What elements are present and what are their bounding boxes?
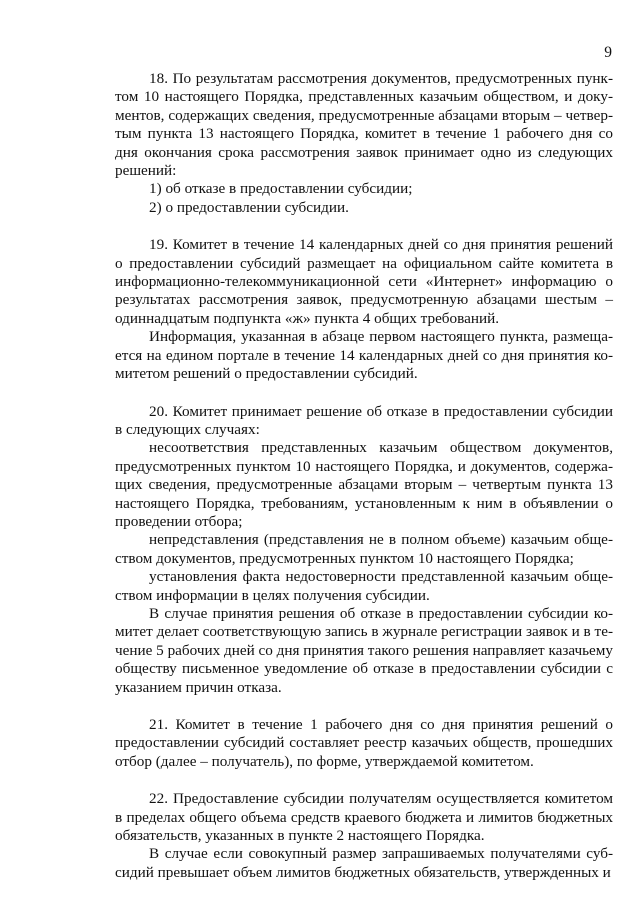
- list-item-refusal: 1) об отказе в предоставлении субсидии;: [149, 180, 413, 198]
- paragraph-18-intro: 18. По результатам рассмотрения документов, предусмотренных пунктом 10 настоящего Порядка, представленных казачьим обществом, и документов, содержащих сведения, предусмотренные абзацами вторым – четвертым пункта 13 настоящего Порядка, комитет в течение 1 рабочего дня со дня окончания срока рассмотрения заявок принимает одно из следующих решений:: [115, 70, 613, 180]
- paragraph-22-limits: В случае если совокупный размер запрашиваемых получателями субсидий превышает объем лимитов бюджетных обязательств, утвержденных и: [115, 845, 613, 881]
- paragraph-20-notice: В случае принятия решения об отказе в предоставлении субсидии комитет делает соответствующую запись в журнале регистрации заявок и в течение 5 рабочих дней со дня принятия такого решения направляет казачьему обществу письменное уведомление об отказе в предоставлении субсидии с указанием причин отказа.: [115, 604, 613, 696]
- paragraph-22-intro: 22. Предоставление субсидии получателям осуществляется комитетом в пределах общего объема средств краевого бюджета и лимитов бюджетных обязательств, указанных в пункте 2 настоящего Порядка.: [115, 790, 613, 845]
- paragraph-19-intro: 19. Комитет в течение 14 календарных дней со дня принятия решений о предоставлении субсидий размещает на официальном сайте комитета в информационно-телекоммуникационной сети «Интернет» информацию о результатах рассмотрения заявок, предусмотренную абзацами шестым – одиннадцатым подпункта «ж» пункта 4 общих требований.: [115, 236, 613, 327]
- refusal-case-false-info: установления факта недостоверности представленной казачьим обществом информации в целях получения субсидии.: [115, 568, 613, 604]
- list-item-grant: 2) о предоставлении субсидии.: [149, 198, 349, 216]
- refusal-case-nonconformity: несоответствия представленных казачьим обществом документов, предусмотренных пунктом 10 настоящего Порядка, и документов, содержащих сведения, предусмотренные абзацами вторым – четвертым пункта 13 настоящего Порядка, требованиям, установленным к ним в объявлении о проведении отбора;: [115, 439, 613, 530]
- document-body: [115, 70, 613, 882]
- paragraph-19-info: Информация, указанная в абзаце первом настоящего пункта, размещается на едином портале в течение 14 календарных дней со дня принятия комитетом решений о предоставлении субсидий.: [115, 328, 613, 383]
- paragraph-20-intro: 20. Комитет принимает решение об отказе в предоставлении субсидии в следующих случаях:: [115, 402, 613, 438]
- refusal-case-nonsubmission: непредставления (представления не в полном объеме) казачьим обществом документов, предусмотренных пунктом 10 настоящего Порядка;: [115, 531, 613, 567]
- paragraph-21: 21. Комитет в течение 1 рабочего дня со дня принятия решений о предоставлении субсидий составляет реестр казачьих обществ, прошедших отбор (далее – получатель), по форме, утверждаемой комитетом.: [115, 716, 613, 770]
- page-number: 9: [604, 44, 612, 61]
